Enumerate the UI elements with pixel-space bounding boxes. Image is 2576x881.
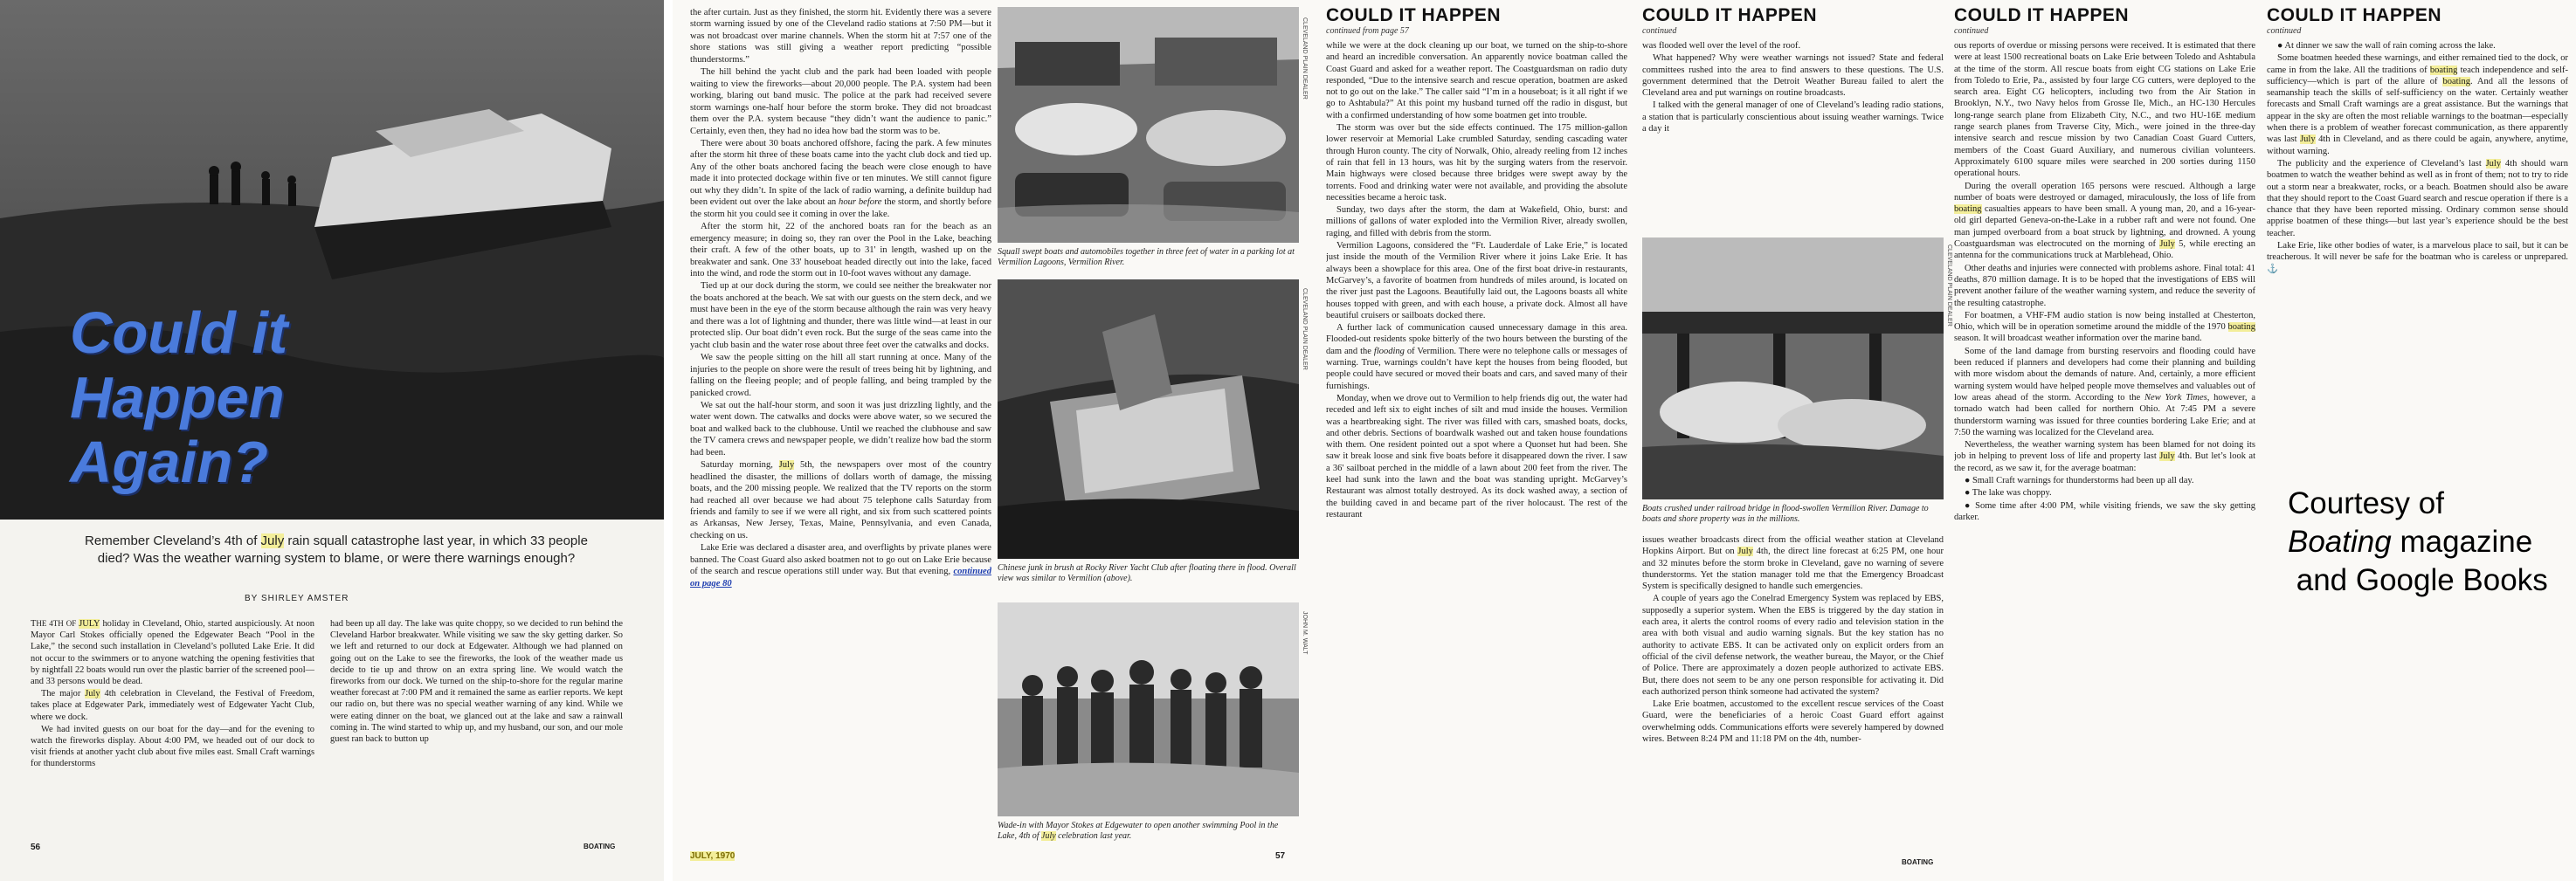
p57-column-1: the after curtain. Just as they finished, the storm hit. Evidently there was a severe storm warning issued by one of the Cleveland radio stations at 7:50 PM—but it was not broadcast over marine channels. When the storm hit at 7:57 one of the shore stations was still giving a weather report predicting “possible thunderstorms.” The hill behind the yacht club and the park had been loaded with people waiting to view the fireworks—about 20,000 people. The P.A. system had been working, blaring out band music. The police at the park had received severe storm warnings one-half hour before the storm broke. They did not broadcast them over the P.A. system because “they didn’t want the audience to panic.” Certainly, even then, they had no idea how bad the storm was to be. There were about 30 boats anchored offshore, facing the park. A few minutes after the storm hit three of these boats came into the yacht club dock and tied up. Any of the other boats anchored facing the beach were close enough to have made it into protected dockage within five or ten minutes. We still cannot figure out why they didn’t. In spite of the lack of radio warning, a definite buildup had been evident out over the lake about an hour before the storm, and shortly before the storm hit you could see it coming in over the lake. After the storm hit, 22 of the anchored boats ran for the beach as an emergency measure; in doing so, they ran over the Pool in the Lake, beaching their craft. A few of the other boats, up to 31' in length, washed up on the breakwater and sank. One 33' houseboat headed directly out into the lake, faced into the wind, and rode the storm out in 10-foot waves without any damage. Tied up at our dock during the storm, we could see neither the breakwater nor the boats anchored at the beach. We sat with our guests on the stern deck, and we must have been in the eye of the storm because although the rain was very heavy and there was a lot of lightning and thunder, there was little wind—at least in our protected slip. Our boat didn’t even rock. But the surge of the seas came into the yacht club basin and the water rose about three feet over the catwalks and docks. We saw the people sitting on the hill all start running at once. Many of the injuries to the people on shore were the result of trees being hit by lightning, and falling on the fleeing people; and of people falling, and being trampled by the panicked crowd. We sat out the half-hour storm, and soon it was just drizzling lightly, and the water went down. The catwalks and docks were above water, so we secured the boat and walked back to the clubhouse. Until we reached the clubhouse and saw the TV camera crews and newspaper people, we didn’t realize how bad the storm had been. Saturday morning, July 5th, the newspapers over most of the country headlined the disaster, the millions of dollars worth of damage, the missing boats, and the 200 missing people. We realized that the TV reports on the storm had reached all over because we had about 75 telephone calls Saturday from friends and family to see if we were all right, and six from such scattered points as Arkansas, New Jersey, Texas, Maine, Pennsylvania, and even Canada, checking on us. Lake Erie was declared a disaster area, and overflights by private planes were banned. The Coast Guard also asked boatmen not to go out on Lake Erie because of the search and rescue operations still under way. But that evening, continued on page 80 [690,8,991,588]
title-line-3: Again? [70,430,269,495]
title-line-2: Happen [70,365,285,430]
end-anchor-icon: ⚓ [2267,264,2279,274]
page-83-header: COULD IT HAPPEN [2267,5,2442,25]
photo-credit-1: CLEVELAND PLAIN DEALER [1302,17,1308,100]
page-56 [0,0,664,881]
railroad-bridge-photo [1642,237,1944,499]
p80-column-1: while we were at the dock cleaning up our boat, we turned on the ship-to-shore and heard an incredible conversation. An apparently novice boatman called the Coast Guard and asked for a weather report. The Coastguardsman on radio duty responded, “Due to the intensive search and rescue operation, boatmen are asked not to go out on the lake.” The caller said “I’m in a houseboat; is it all right if we go to Ashtabula?” At this point my husband turned off the radio in disgust, but with a confirmed understanding of how some boatmen get into trouble. The storm was over but the side effects continued. The 175 million-gallon lower reservoir at Memorial Lake crumbled Saturday, sending cascading water through Huron county. The city of Norwalk, Ohio, already reeling from 12 inches of rain that fell in 13 hours, was hit by the surging waters from the reservoir. Main highways were closed because three bridges were swept away by the torrents. Food and drinking water were not available, and providing the absolute necessities became a heroic task. Sunday, two days after the storm, the dam at Wakefield, Ohio, burst: and millions of gallons of water exploded into the Vermilion River, already swollen, raging, and filled with debris from the storm. Vermilion Lagoons, considered the “Ft. Lauderdale of Lake Erie,” is located just inside the mouth of the Vermilion River where it joins Lake Erie. It has always been a showplace for this area. One of the first boat drive-in restaurants, McGarvey’s, a favorite of boatmen from hundreds of miles around, is located on the river just past the Lagoons. Beautifully laid out, the Lagoons boasts all white houses topped with green, and with each house, a private dock. Almost all have beautiful cruisers or sailboats docked there. A further lack of communication caused unnecessary damage in this area. Flooded-out residents spoke bitterly of the two hours between the bursting of the dam and the flooding of Vermilion. There were no telephone calls or messages of warning. True, warnings couldn’t have kept the houses from being flooded, but people could have secured or moved their boats and cars, and saved many of their furnishings. Monday, when we drove out to Vermilion to help friends dig out, the water had receded and left six to eight inches of silt and mud inside the houses. Vermilion was a heartbreaking sight. The river was filled with cars, smashed boats, docks, and other debris. Sections of boardwalk washed out and taken house foundations with them. One resident pointed out a spot where a Quonset hut had been. She saw it break loose and sink five boats before it disappeared down the river. I saw a 36' sailboat perched in the middle of a lawn about 200 feet from the river. The keel had sunk into the lawn and the boat was standing upright. McGarvey’s Restaurant was almost totally destroyed. As its dock washed away, a section of the building caved in and became part of the river holocaust. The rest of the restaurant [1326,41,1627,520]
folio-boating-56: BOATING [584,843,616,850]
page-83-subhead: continued [2267,26,2302,36]
chinese-junk-image [998,279,1299,559]
folio-boating-81: BOATING [1902,858,1934,866]
caption-chinese-junk: Chinese junk in brush at Rocky River Yacht Club after floating there in flood. Overall view was similar to Vermilion (above). [998,563,1296,583]
article-deck: Remember Cleveland’s 4th of July rain squall catastrophe last year, in which 33 people died? Was the weather warning system to blame, or were there warnings enough? [85,533,588,566]
page-82 [1954,0,2267,881]
page-81-subhead: continued [1642,26,1677,36]
title-line-1: Could it [70,300,288,366]
caption-wade-in: Wade-in with Mayor Stokes at Edgewater to open another swimming Pool in the Lake, 4th of July celebration last year. [998,821,1279,841]
page-82-header: COULD IT HAPPEN [1954,5,2130,25]
chinese-junk-photo [998,279,1299,559]
page-81 [1635,0,1954,881]
photo-credit-2: CLEVELAND PLAIN DEALER [1302,288,1308,370]
p56-column-1: THE 4TH OF JULY holiday in Cleveland, Ohio, started auspiciously. At noon Mayor Carl Stokes officially opened the Edgewater Beach “Pool in the Lake,” the second such installation in Cleveland’s polluted Lake Erie. It did not occur to the swimmers or to anyone watching the opening festivities that by nightfall 22 boats would run over the plastic barrier of the screened pool—and 33 persons would be dead. The major July 4th celebration in Cleveland, the Festival of Freedom, takes place at Edgewater Park, immediately west of Edgewater Yacht Club, where we dock. We had invited guests on our boat for the day—and for the evening to watch the fireworks display. About 4:00 PM, we headed out of our dock to visit friends at another yacht club about five miles east. Small Craft warnings for thunderstorms [31,619,314,769]
parking-lot-photo [998,7,1299,243]
wade-in-photo [998,602,1299,816]
byline: BY SHIRLEY AMSTER [245,594,349,603]
folio-56: 56 [31,843,41,852]
p56-column-2: had been up all day. The lake was quite choppy, so we decided to run behind the Cleveland Harbor breakwater. While visiting we saw the sky getting darker. So we left and returned to our dock at Edgewater. Although we had planned on going out on the Lake to see the fireworks, the look of the weather made us decide to tie up and throw on an extra spring line. We would watch the fireworks from our dock. We turned on the ship-to-shore for the regular marine weather forecast at 7:00 PM and it remained the same as earlier reports. We kept our radio on, but there was no special weather warning of any kind. While we were eating dinner on the boat, we glanced out at the lake and saw a rainwall coming in. The wind started to whip up, and my husband, our son, and our mole guest ran back to button up [330,619,623,745]
page-83 [2267,0,2576,881]
article-title [70,301,384,495]
railroad-bridge-image [1642,237,1944,499]
page-80-subhead: continued from page 57 [1326,26,1409,36]
page-80-header: COULD IT HAPPEN [1326,5,1502,25]
page-80 [1319,0,1635,881]
p82-column-1: ous reports of overdue or missing persons were received. It is estimated that there were at least 1500 recreational boats on Lake Erie between Toledo and Ashtabula at the time of the storm. All rescue boats from eight CG stations on Lake Erie from Toledo to Erie, Pa., assisted by four large CG cutters, were deployed to the search area. Eight CG helicopters, including two from the Air Station in Brooklyn, N.Y., two Navy helos from Grosse Ile, Mich., an HC-130 Hercules long-range search plane from Elizabeth City, N.C., and two HU-16E medium range search planes from Traverse City, Mich., were joined in the three-day intensive search and rescue mission by two Canadian Coast Guard Cutters, members of the Coast Guard Auxiliary, and numerous civilian volunteers. Approximately 6100 square miles were searched in 200 sorties during 1150 operational hours. During the overall operation 165 persons were rescued. Although a large number of boats were destroyed or damaged, miraculously, the loss of life from boating casualties appears to have been small. A young man, 20, and a 16-year-old girl departed Geneva-on-the-Lake in a rubber raft and were not found. One man jumped overboard from a boat struck by lightning, and drowned. A young Coastguardsman was electrocuted on the morning of July 5, while erecting an antenna for the communications truck at Marblehead, Ohio. Other deaths and injuries were connected with problems ashore. Final total: 41 deaths, 870 million damage. It is to be hoped that the investigations of EBS will prevent another failure of the weather warning system, and reduce the severity of the resulting catastrophe. For boatmen, a VHF-FM audio station is now being installed at Chesterton, Ohio, which will be in operation sometime around the middle of the 1970 boating season. It will broadcast weather information over the marine band. Some of the land damage from bursting reservoirs and flooding could have been reduced if planners and developers had come their planning and building with more wisdom about the demands of nature. And, certainly, a more efficient warning system would have helped people move themselves and valuables out of low areas ahead of the storm. According to the New York Times, however, a tornado watch had been called for northern Ohio. At 7:45 PM a severe thunderstorm warning was issued for three counties bordering Lake Erie; and at 7:50 the warning was localized for the Cleveland area. Nevertheless, the weather warning system has been blamed for not doing its job in helping to prevent loss of life and property last July 4th. But let’s look at the record, as we saw it, for the average boatman: ● Small Craft warnings for thunderstorms had been up all day. ● The lake was choppy. ● Some time after 4:00 PM, while visiting friends, we saw the sky getting darker. [1954,41,2255,522]
wade-in-image [998,602,1299,816]
p81-bottom-text: issues weather broadcasts direct from the official weather station at Cleveland Hopkins Airport. But on July 4th, the direct line forecast at 6:25 PM, one hour and 32 minutes before the storm broke in Cleveland, gave no warning of severe thunderstorms. Yet the station manager told me that the Emergency Broadcast System is specifically designed to handle such emergencies. A couple of years ago the Conelrad Emergency System was replaced by EBS, supposedly a superior system. When the EBS is triggered by the day station in each area, it alerts the control rooms of every radio and television station in the area with both visual and audio warning signals. But the key station has no authority to activate EBS. It can be activated only on explicit orders from an official of the civil defense network, the weather bureau, the Mayor, or the Chief of Police. There are approximately a dozen people authorized to activate EBS. But, there does not seem to be any one person responsible for activating it. Did each authorized person think someone had activated the system? Lake Erie boatmen, accustomed to the excellent rescue services of the Coast Guard, were the beneficiaries of a heroic Coast Guard effort against overwhelming odds. Communications efforts were severely hampered by downed wires. Between 8:24 PM and 11:18 PM on the 4th, number- [1642,535,1944,745]
courtesy-note: Courtesy of Boating magazine and Google Books [2288,486,2548,597]
folio-date: JULY, 1970 [690,851,736,861]
page-82-subhead: continued [1954,26,1989,36]
photo-credit-3: JOHN M. WALT [1302,611,1308,655]
caption-railroad-bridge: Boats crushed under railroad bridge in flood-swollen Vermilion River. Damage to boats and shore property was in the millions. [1642,504,1929,524]
page-81-header: COULD IT HAPPEN [1642,5,1818,25]
folio-57: 57 [1275,851,1286,861]
photo-credit-4: CLEVELAND PLAIN DEALER [1946,244,1952,327]
continued-link[interactable]: continued on page 80 [690,567,991,588]
caption-parking-lot: Squall swept boats and automobiles together in three feet of water in a parking lot at Vermilion Lagoons, Vermilion River. [998,247,1295,267]
p83-column-1: ● At dinner we saw the wall of rain coming across the lake. Some boatmen heeded these warnings, and either remained tied to the dock, or came in from the lake. All the traditions of boating teach independence and self-sufficiency—which is part of the allure of boating. And all the lessons of seamanship teach the skills of self-sufficiency on the water. Certainly weather forecasts and Small Craft warnings are a great assistance. But the warnings that appear in the sky are often the most reliable warnings to the boatman—especially when there is a problem of weather forecast communication, as there apparently was last July 4th in Cleveland, and as there could be again, anywhere, anytime, without warning. The publicity and the experience of Cleveland’s last July 4th should warn boatmen to watch the weather behind as well as in front of them; not to try to ride out a storm near a breakwater, rocks, or a beach. Boatmen should also be aware that they should report to the Coast Guard search and rescue operation if there is a chance that they have been reported missing. Ordinary common sense should apprise boatmen of these things—but last year’s experience should be the best teacher. Lake Erie, like other bodies of water, is a marvelous place to sail, but it can be treacherous. It will never be safe for the boatman who is careless or unprepared. ⚓ [2267,41,2568,274]
folio-july-1970 [690,851,735,861]
p81-top-text: was flooded well over the level of the roof. What happened? Why were weather warnings not issued? State and federal committees rushed into the area to find answers to these questions. The U.S. government determined that the Detroit Weather Bureau failed to alert the Cleveland area and put warnings on routine broadcasts. I talked with the general manager of one of Cleveland’s leading radio stations, a station that is particularly conscientious about issuing weather warnings. Twice a day it [1642,41,1944,134]
parking-lot-image [998,7,1299,243]
page-57 [673,0,1319,881]
